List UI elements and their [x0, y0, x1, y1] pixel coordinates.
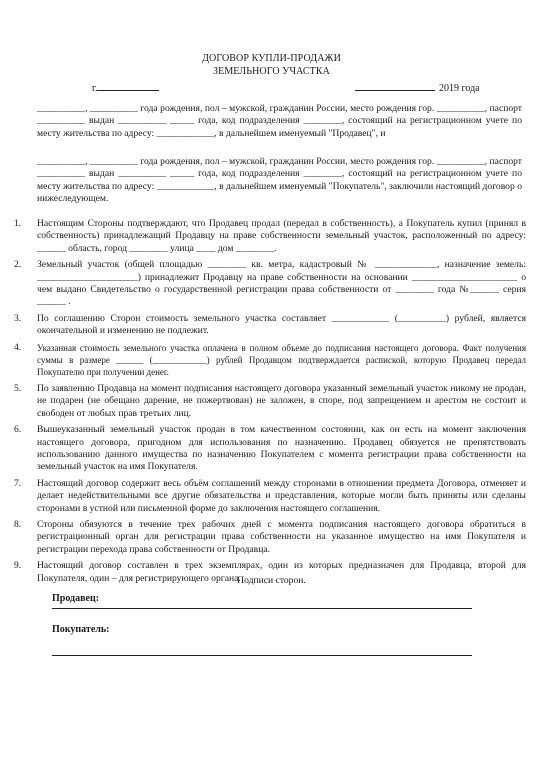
city-blank: [97, 81, 159, 91]
city-prefix: г.: [92, 83, 98, 94]
clause-text: По заявлению Продавца на момент подписания настоящего договора указанный земельный участок никому не продан, не подарен (не обещано дарение, не пожертвован) не заложен, в споре, под запрещением и арестом не состоит и свободен от любых прав третьих лиц.: [37, 382, 526, 419]
clause-number: 5.: [14, 382, 22, 394]
clause-item: [14, 383, 526, 420]
clause-text: Стороны обязуются в течение трех рабочих дней с момента подписания настоящего договора обратиться в регистрационный орган для регистрации права собственности на указанное имущество на имя Покупателя и регистрации перехода права собственности от Продавца.: [37, 518, 526, 555]
clause-item: [14, 478, 526, 515]
title-line-2: ЗЕМЕЛЬНОГО УЧАСТКА: [213, 66, 330, 77]
clause-text: По соглашению Сторон стоимость земельного участка составляет ____________ (__________) рублей, является окончательной и изменению не подлежит.: [37, 312, 526, 337]
seller-signature-line: [52, 608, 472, 609]
clause-number: 1.: [14, 218, 22, 229]
clause-number: 2.: [14, 259, 22, 271]
seller-signature-label: Продавец:: [52, 593, 100, 604]
clause-item: [14, 313, 526, 338]
date-blank: [355, 81, 435, 91]
clause-number: 7.: [14, 477, 22, 489]
clause-text: Земельный участок (общей площадью ________ кв. метра, кадастровый № _____________, назначение земель: _____________________) принадлежит Продавцу на праве собственности на основании ______________________ о чем выдано Свидетельство о государственной регистрации права собственности от ________ года №______ серия ______ .: [37, 259, 526, 308]
clause-item: [14, 342, 526, 379]
preamble-buyer: __________, __________ года рождения, пол – мужской, гражданин России, место рождения гор. __________, паспорт __________ выдан __________ _____ года, код подразделения ________, состоящий на регистрационном учете по месту жительства по адресу: ____________, в дальнейшем именуемый "Покупатель", заключили настоящий договор о нижеследующем.: [37, 156, 522, 205]
clause-number: 3.: [14, 312, 22, 324]
clause-item: [14, 218, 526, 255]
clause-number: 4.: [14, 341, 22, 353]
clause-text: Вышеуказанный земельный участок продан в том качественном состоянии, как он есть на момент заключения настоящего договора, пригодном для использования по назначению. Продавец обязуется не препятствовать использованию данного имущества по назначению Покупателем с момента регистрации права собственности на земельный участок на имя Покупателя.: [37, 424, 526, 473]
date-field: [355, 81, 480, 94]
clause-number: 6.: [14, 424, 22, 436]
buyer-signature-line: [52, 655, 472, 656]
clause-item: [14, 259, 526, 309]
clause-number: 8.: [14, 518, 22, 530]
signatures-title: Подписи сторон.: [237, 575, 306, 586]
title-line-1: ДОГОВОР КУПЛИ-ПРОДАЖИ: [202, 53, 341, 64]
clause-text: Настоящий договор содержит весь объём соглашений между сторонами в отношении предмета Договора, отменяет и делает недействительными все другие обязательства и представления, которые могли быть приняты или сделаны сторонами в устной или письменной форме до заключения настоящего соглашения.: [37, 477, 526, 514]
clause-text: Настоящий договор составлен в трех экземплярах, один из которых предназначен для Продавца, второй для Покупателя, один – для регистрирующего органа.: [37, 560, 526, 584]
clause-text: Настоящим Стороны подтверждают, что Продавец продал (передал в собственность), а Покупатель купил (принял в собственность) принадлежащий Продавцу на праве собственности земельный участок, расположенный по адресу: ______ область, город ________ улица ____ дом ________.: [37, 218, 526, 254]
year-text: 2019 года: [439, 83, 480, 94]
clause-item: [14, 424, 526, 474]
clauses-list: [14, 218, 526, 589]
city-field: [92, 81, 159, 94]
clause-number: 9.: [14, 560, 22, 572]
preamble-seller: __________, __________ года рождения, пол – мужской, гражданин России, место рождения гор. __________, паспорт __________ выдан __________ _____ года, код подразделения ________, состоящий на регистрационном учете по месту жительства по адресу: ____________, в дальнейшем именуемый "Продавец", и: [37, 103, 522, 139]
clause-text: Указанная стоимость земельного участка оплачена в полном объеме до подписания настоящего договора. Факт получения суммы в размере ______ (____________) рублей Продавцом подтверждается распиской, которую Продавец передал Покупателю при получении денег.: [37, 342, 526, 378]
document-title: [0, 52, 543, 78]
buyer-signature-label: Покупатель:: [52, 624, 110, 635]
place-date-row: [0, 81, 543, 93]
clause-item: [14, 519, 526, 556]
